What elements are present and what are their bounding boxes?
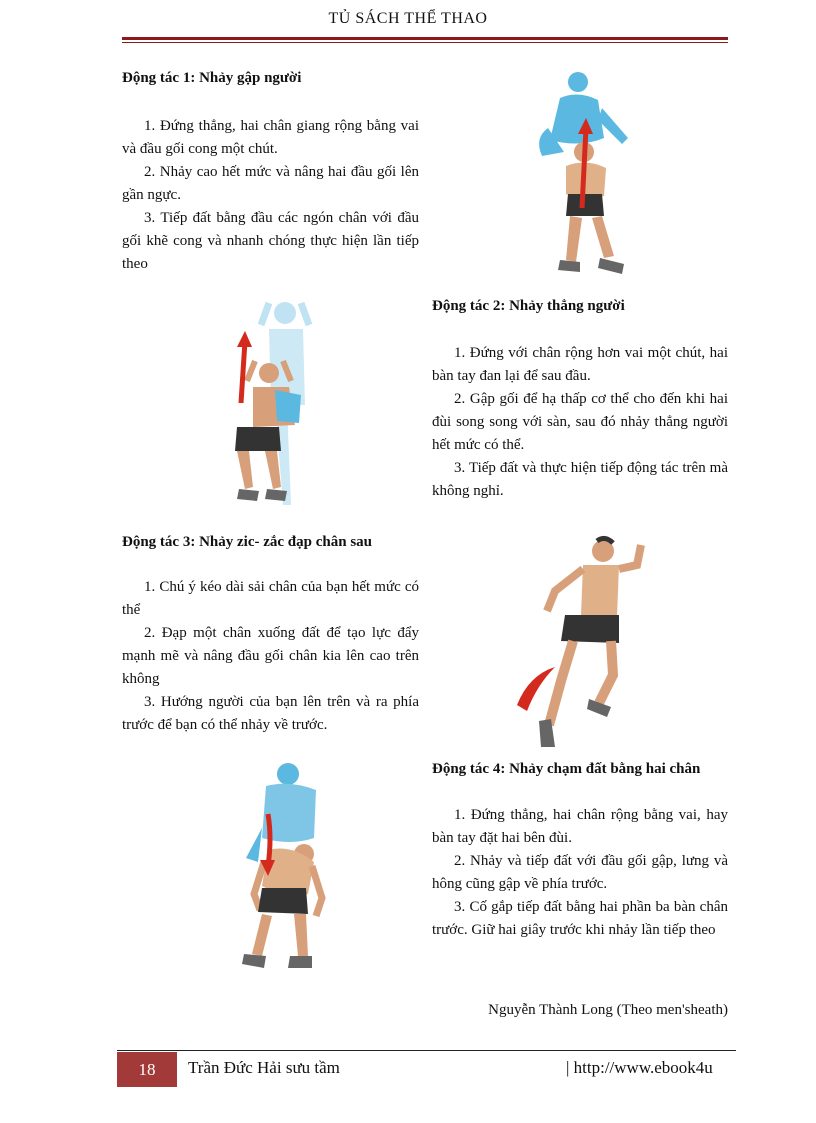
- section-4-step-1: 1. Đứng thẳng, hai chân rộng bằng vai, hay bàn tay đặt hai bên đùi.: [432, 807, 728, 846]
- section-2-steps: [432, 342, 728, 503]
- section-1-step-1: 1. Đứng thẳng, hai chân giang rộng bằng vai và đầu gối cong một chút.: [122, 118, 419, 157]
- two-foot-landing-illustration: [228, 758, 340, 984]
- section-3-step-1: 1. Chú ý kéo dài sải chân của bạn hết mức có thể: [122, 579, 419, 618]
- section-3-heading: Động tác 3: Nhảy zic- zắc đạp chân sau: [122, 534, 372, 550]
- squat-jump-illustration: [225, 295, 325, 517]
- page-number: 18: [117, 1052, 177, 1087]
- section-3-steps: [122, 576, 419, 737]
- source-credit: Nguyễn Thành Long (Theo men'sheath): [488, 1002, 728, 1018]
- section-4-heading: Động tác 4: Nhảy chạm đất bằng hai chân: [432, 761, 701, 777]
- section-1-steps: [122, 115, 419, 276]
- section-3-step-3: 3. Hướng người của bạn lên trên và ra phía trước để bạn có thể nhảy về trước.: [122, 694, 419, 733]
- section-4-steps: [432, 804, 728, 942]
- section-4-step-3: 3. Cố gắp tiếp đất bằng hai phần ba bàn chân trước. Giữ hai giây trước khi nhảy lần tiếp theo: [432, 899, 728, 938]
- section-2-step-3: 3. Tiếp đất và thực hiện tiếp động tác trên mà không nghỉ.: [432, 460, 728, 499]
- header-rule-thin: [122, 42, 728, 43]
- section-1-heading: Động tác 1: Nhảy gập người: [122, 70, 302, 86]
- section-3-step-2: 2. Đạp một chân xuống đất để tạo lực đẩy mạnh mẽ và nâng đầu gối chân kia lên cao trên không: [122, 625, 419, 687]
- section-2-step-2: 2. Gập gối để hạ thấp cơ thể cho đến khi hai đùi song song với sàn, sau đó nhảy thẳng người hết mức có thể.: [432, 391, 728, 453]
- running-header: TỦ SÁCH THỂ THAO: [328, 10, 488, 27]
- section-1-step-2: 2. Nhảy cao hết mức và nâng hai đầu gối lên gần ngực.: [122, 164, 419, 203]
- footer-compiler: Trần Đức Hải sưu tầm: [188, 1058, 340, 1077]
- footer-url[interactable]: | http://www.ebook4u: [566, 1058, 713, 1077]
- section-4-step-2: 2. Nhảy và tiếp đất với đầu gối gập, lưng và hông cũng gập về phía trước.: [432, 853, 728, 892]
- tuck-jump-illustration: [520, 68, 640, 283]
- split-jump-illustration: [515, 535, 660, 755]
- section-2-heading: Động tác 2: Nhảy thẳng người: [432, 298, 625, 314]
- header-rule-thick: [122, 37, 728, 40]
- section-2-step-1: 1. Đứng với chân rộng hơn vai một chút, hai bàn tay đan lại để sau đầu.: [432, 345, 728, 384]
- section-1-step-3: 3. Tiếp đất bằng đầu các ngón chân với đầu gối khẽ cong và nhanh chóng thực hiện lần tiếp theo: [122, 210, 419, 272]
- footer-rule: [117, 1050, 736, 1051]
